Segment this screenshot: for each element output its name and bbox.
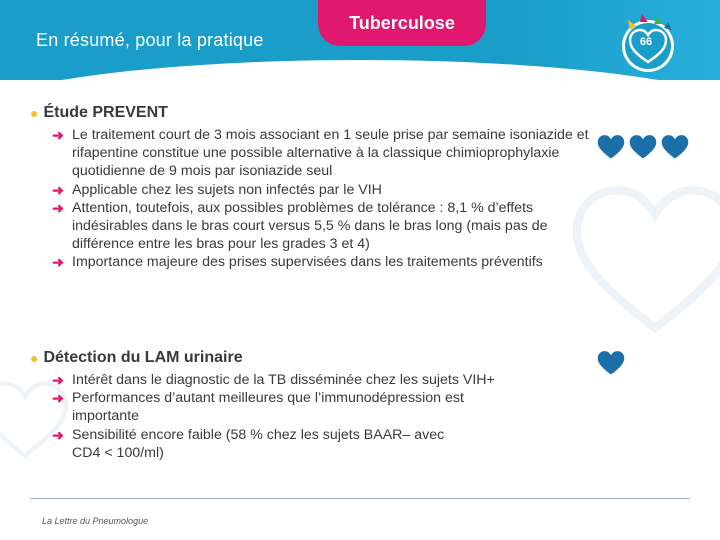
list-item — [52, 389, 492, 425]
header-curve — [0, 60, 720, 80]
arrow-right-icon: ➜ — [52, 254, 64, 271]
bullet-dot-icon: ● — [30, 350, 39, 366]
arrow-right-icon: ➜ — [52, 390, 64, 407]
bullet-list — [52, 371, 590, 462]
list-item — [52, 199, 590, 254]
section-lam-detection — [30, 349, 590, 462]
bullet-text: Importance majeure des prises supervisées dans les traitements préventifs — [72, 254, 543, 271]
arrow-right-icon: ➜ — [52, 426, 64, 443]
heart-icon — [596, 134, 626, 160]
bullet-text: Intérêt dans le diagnostic de la TB disséminée chez les sujets VIH+ — [72, 372, 495, 388]
arrow-right-icon: ➜ — [52, 199, 64, 216]
background-heart-decoration — [570, 180, 720, 340]
list-item — [52, 253, 590, 271]
page-title: En résumé, pour la pratique — [36, 30, 264, 50]
bullet-text: Sensibilité encore faible (58 % chez les sujets BAAR– avec CD4 < 100/ml) — [72, 426, 445, 461]
bullet-text: Applicable chez les sujets non infectés par le VIH — [72, 181, 382, 198]
arrow-right-icon: ➜ — [52, 181, 64, 198]
list-item — [52, 371, 590, 389]
arrow-right-icon: ➜ — [52, 127, 64, 143]
section-title — [30, 349, 590, 367]
bullet-text: Attention, toutefois, aux possibles problèmes de tolérance : 8,1 % d’effets indésirables dans le bras court versus 5,5 % dans le bras long (mais pas de différence entre les bras pour les grades 3 et 4) — [72, 199, 548, 253]
bullet-dot-icon: ● — [30, 105, 39, 121]
rating-hearts — [596, 350, 626, 376]
section-title-text: Détection du LAM urinaire — [43, 349, 243, 366]
heart-icon — [660, 134, 690, 160]
section-title — [30, 104, 590, 122]
heart-icon — [628, 134, 658, 160]
arrow-right-icon: ➜ — [52, 372, 64, 388]
journal-name: La Lettre du Pneumologue — [42, 516, 149, 526]
bullet-text: Performances d’autant meilleures que l’immunodépression est importante — [72, 390, 464, 425]
list-item — [52, 426, 472, 462]
page-number: 66 — [639, 36, 653, 48]
section-title-text: Étude PREVENT — [43, 104, 168, 121]
heart-icon — [596, 350, 626, 376]
topic-tab — [318, 0, 486, 46]
footer-divider — [30, 498, 690, 499]
list-item — [52, 126, 590, 181]
bullet-text: Le traitement court de 3 mois associant en 1 seule prise par semaine isoniazide et rifapentine constitue une possible alternative à la classique chimioprophylaxie quotidienne de 9 mois par isoniazide seul — [72, 127, 589, 180]
topic-tab-label: Tuberculose — [349, 13, 455, 33]
bullet-list — [52, 126, 590, 272]
section-prevent-study — [30, 104, 590, 272]
rating-hearts — [596, 134, 690, 160]
list-item — [52, 181, 590, 199]
